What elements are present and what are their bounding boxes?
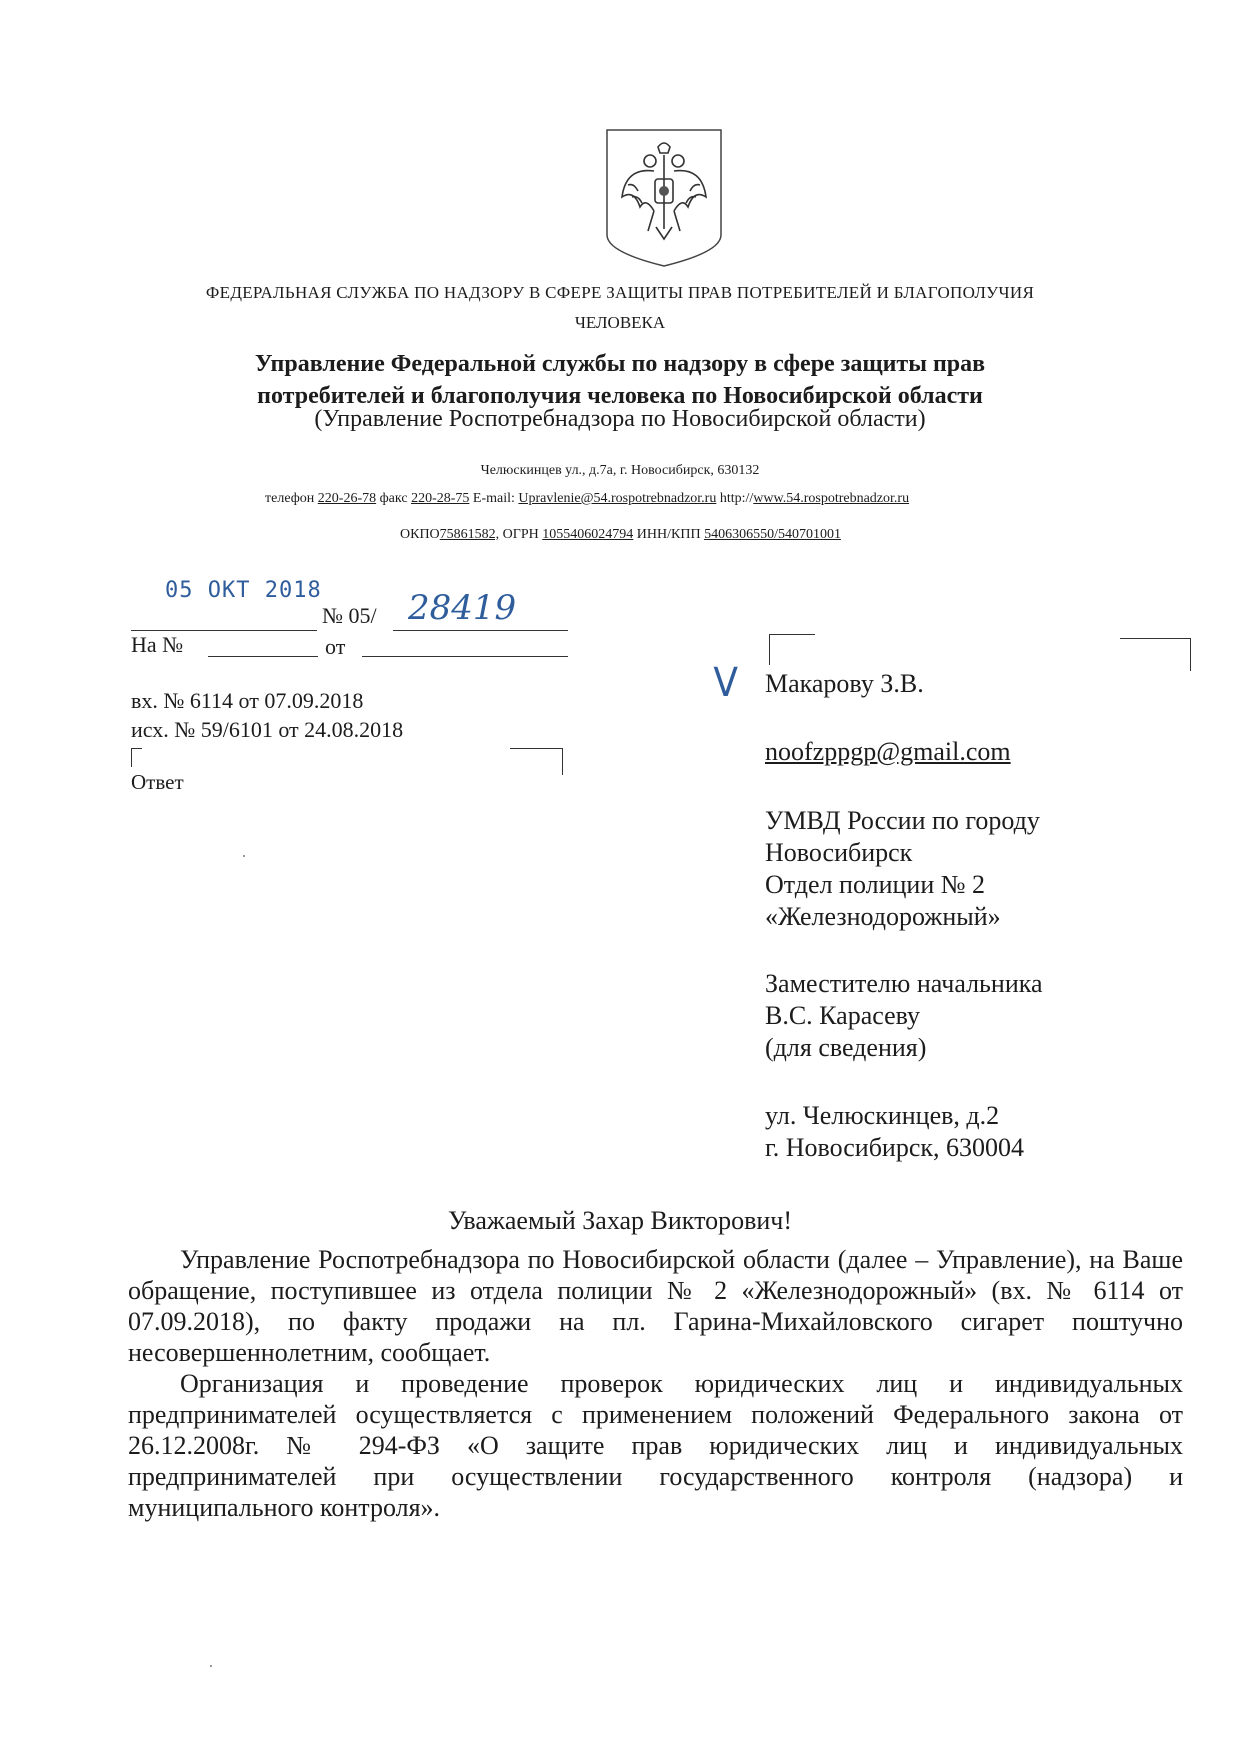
recipient-bracket-left xyxy=(769,634,815,665)
subject-bracket-left xyxy=(131,748,142,767)
scan-speck xyxy=(243,855,245,857)
office-name-line2: потребителей и благополучия человека по Новосибирской области xyxy=(257,383,983,409)
reply-to-number-label: На № xyxy=(131,632,184,657)
number-field-line xyxy=(393,629,568,631)
coat-of-arms-emblem xyxy=(604,127,724,269)
office-website-link[interactable]: www.54.rospotrebnadzor.ru xyxy=(753,491,910,506)
recipient-organization xyxy=(765,805,1040,933)
phone-label: телефон xyxy=(265,491,315,506)
paragraph-1: Управление Роспотребнадзора по Новосибирской области (далее – Управление), на Ваше обращение, поступившее из отдела полиции № 2 «Железнодорожный» (вх. № 6114 от 07.09.2018), по факту продажи на пл. Гарина-Михайловского сигарет поштучно несовершеннолетним, сообщает. xyxy=(128,1245,1183,1367)
position-line1: Заместителю начальника xyxy=(765,969,1043,998)
ogrn-value: 1055406024794 xyxy=(542,527,634,542)
subject-bracket-right xyxy=(510,748,563,775)
recipient-position xyxy=(765,968,1043,1064)
office-name-line1: Управление Федеральной службы по надзору в сфере защиты прав xyxy=(254,351,986,377)
letter-body xyxy=(128,1244,1183,1523)
email-label: E-mail: xyxy=(472,491,515,506)
recipient-email-link[interactable]: noofzppgp@gmail.com xyxy=(765,737,1011,766)
position-line3: (для сведения) xyxy=(765,1033,927,1062)
position-line2: В.С. Карасеву xyxy=(765,1001,921,1030)
paragraph-2: Организация и проведение проверок юридических лиц и индивидуальных предпринимателей осуществляется с применением положений Федерального закона от 26.12.2008г. № 294-ФЗ «О защите прав юридических лиц и индивидуальных предпринимателей при осуществлении государственного контроля (надзора) и муниципального контроля». xyxy=(128,1369,1183,1522)
outgoing-number-label: № 05/ xyxy=(322,603,377,628)
site-label: http:// xyxy=(719,491,754,506)
address-line1: ул. Челюскинцев, д.2 xyxy=(765,1101,1000,1130)
recipient-bracket-right xyxy=(1120,638,1191,671)
greeting: Уважаемый Захар Викторович! xyxy=(447,1206,793,1235)
reply-to-number-line xyxy=(208,656,318,657)
outgoing-reference: исх. № 59/6101 от 24.08.2018 xyxy=(131,717,404,742)
reply-to-date-line xyxy=(362,656,568,657)
fax-number: 220-28-75 xyxy=(411,491,470,506)
contact-line xyxy=(265,491,909,507)
recipient-address xyxy=(765,1100,1024,1164)
fax-label: факс xyxy=(379,491,408,506)
registration-codes xyxy=(400,527,841,543)
scan-speck xyxy=(210,1665,212,1667)
recipient-name: Макарову З.В. xyxy=(765,669,924,698)
agency-name-line2: ЧЕЛОВЕКА xyxy=(574,313,666,332)
okpo-label: ОКПО xyxy=(400,527,440,542)
ogrn-label: ОГРН xyxy=(502,527,539,542)
date-field-line xyxy=(131,629,317,631)
office-name xyxy=(0,348,1240,412)
address-line2: г. Новосибирск, 630004 xyxy=(765,1133,1025,1162)
date-stamp: 05 ОКТ 2018 xyxy=(165,578,322,603)
org-line3: Отдел полиции № 2 xyxy=(765,870,986,899)
handwritten-checkmark: V xyxy=(713,660,739,706)
org-line4: «Железнодорожный» xyxy=(765,902,1001,931)
incoming-reference: вх. № 6114 от 07.09.2018 xyxy=(131,688,364,713)
handwritten-number: 28419 xyxy=(408,588,517,628)
inn-label: ИНН/КПП xyxy=(636,527,701,542)
office-address: Челюскинцев ул., д.7а, г. Новосибирск, 630132 xyxy=(480,463,760,478)
subject-label: Ответ xyxy=(131,770,184,794)
okpo-value: 75861582, xyxy=(439,527,500,542)
phone-number: 220-26-78 xyxy=(317,491,377,506)
org-line1: УМВД России по городу xyxy=(765,806,1040,835)
agency-name-line1: ФЕДЕРАЛЬНАЯ СЛУЖБА ПО НАДЗОРУ В СФЕРЕ ЗАЩИТЫ ПРАВ ПОТРЕБИТЕЛЕЙ И БЛАГОПОЛУЧИЯ xyxy=(205,283,1035,302)
org-line2: Новосибирск xyxy=(765,838,913,867)
office-short-name: (Управление Роспотребнадзора по Новосибирской области) xyxy=(314,406,926,432)
inn-value: 5406306550/540701001 xyxy=(704,527,841,542)
office-email-link[interactable]: Upravlenie@54.rospotrebnadzor.ru xyxy=(518,491,717,506)
reply-to-date-label: от xyxy=(325,634,346,659)
